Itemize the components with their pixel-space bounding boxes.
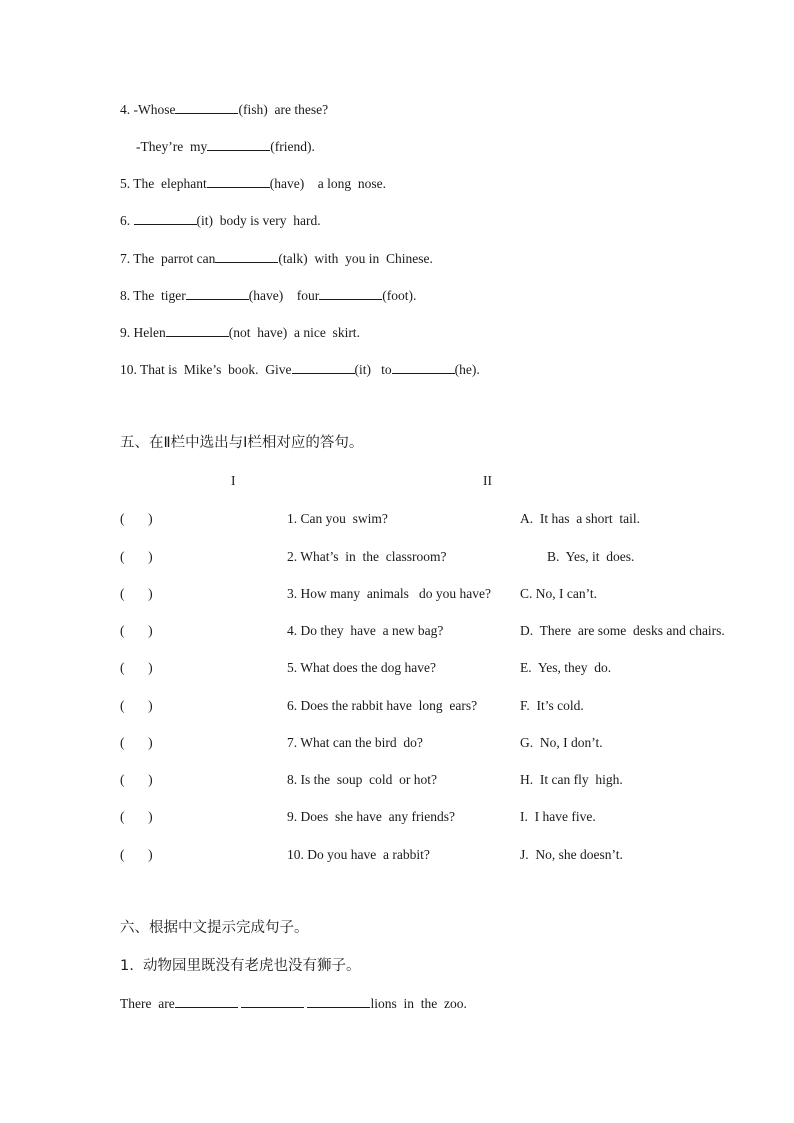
question-text: 8. Is the soup cold or hot?: [287, 772, 437, 787]
answer-option: A. It has a short tail.: [520, 511, 640, 526]
exercise-item-7: 7. The parrot can (talk) with you in Chinese.: [120, 251, 433, 266]
answer-parentheses[interactable]: ( ): [120, 735, 153, 750]
matching-row: [120, 846, 720, 864]
matching-row: [120, 510, 720, 528]
exercise-item-4-answer: -They’re my (friend).: [136, 139, 315, 154]
answer-option: J. No, she doesn’t.: [520, 847, 623, 862]
answer-parentheses[interactable]: ( ): [120, 660, 153, 675]
question-text: 10. Do you have a rabbit?: [287, 847, 430, 862]
question-text: 5. What does the dog have?: [287, 660, 436, 675]
answer-blank[interactable]: [134, 212, 197, 225]
question-text: 3. How many animals do you have?: [287, 586, 491, 601]
exercise-item-1-sentence: There are lions in the zoo.: [120, 996, 467, 1011]
column-heading-i: I: [231, 473, 236, 488]
answer-option: B. Yes, it does.: [547, 549, 635, 564]
question-text: 1. Can you swim?: [287, 511, 388, 526]
answer-option: E. Yes, they do.: [520, 660, 612, 675]
exercise-item-1-chinese: 1. 动物园里既没有老虎也没有狮子。: [120, 958, 361, 974]
matching-row: [120, 585, 720, 603]
answer-option: H. It can fly high.: [520, 772, 623, 787]
question-text: 9. Does she have any friends?: [287, 809, 455, 824]
answer-blank[interactable]: [215, 250, 278, 263]
answer-option: C. No, I can’t.: [520, 586, 597, 601]
exercise-item-8: 8. The tiger (have) four (foot).: [120, 288, 417, 303]
matching-row: [120, 548, 720, 566]
answer-option: F. It’s cold.: [520, 698, 584, 713]
matching-row: [120, 622, 725, 640]
exercise-item-9: 9. Helen (not have) a nice skirt.: [120, 325, 360, 340]
answer-blank[interactable]: [186, 287, 249, 300]
answer-blank[interactable]: [207, 138, 270, 151]
answer-blank[interactable]: [175, 995, 238, 1008]
exercise-item-5: 5. The elephant (have) a long nose.: [120, 176, 386, 191]
question-text: 2. What’s in the classroom?: [287, 549, 447, 564]
answer-blank[interactable]: [166, 324, 229, 337]
answer-option: I. I have five.: [520, 809, 596, 824]
answer-blank[interactable]: [292, 361, 355, 374]
question-text: 6. Does the rabbit have long ears?: [287, 698, 478, 713]
answer-parentheses[interactable]: ( ): [120, 698, 153, 713]
matching-row: [120, 771, 720, 789]
column-heading-ii: II: [483, 473, 492, 488]
matching-row: [120, 734, 720, 752]
answer-option: G. No, I don’t.: [520, 735, 603, 750]
answer-parentheses[interactable]: ( ): [120, 549, 153, 564]
answer-option: D. There are some desks and chairs.: [520, 623, 725, 638]
answer-parentheses[interactable]: ( ): [120, 847, 153, 862]
answer-parentheses[interactable]: ( ): [120, 623, 153, 638]
answer-parentheses[interactable]: ( ): [120, 511, 153, 526]
question-text: 4. Do they have a new bag?: [287, 623, 444, 638]
answer-blank[interactable]: [392, 361, 455, 374]
answer-parentheses[interactable]: ( ): [120, 772, 153, 787]
matching-row: [120, 659, 720, 677]
exercise-item-4: 4. -Whose (fish) are these?: [120, 102, 329, 117]
answer-blank[interactable]: [307, 995, 370, 1008]
answer-blank[interactable]: [207, 175, 270, 188]
question-text: 7. What can the bird do?: [287, 735, 423, 750]
matching-row: [120, 808, 720, 826]
answer-parentheses[interactable]: ( ): [120, 586, 153, 601]
answer-blank[interactable]: [175, 101, 238, 114]
matching-row: [120, 697, 720, 715]
section-5-title: 五、在Ⅱ栏中选出与Ⅰ栏相对应的答句。: [120, 435, 364, 451]
exercise-item-6: 6. (it) body is very hard.: [120, 213, 321, 228]
exercise-item-10: 10. That is Mike’s book. Give (it) to (he).: [120, 362, 480, 377]
answer-blank[interactable]: [319, 287, 382, 300]
answer-blank[interactable]: [241, 995, 304, 1008]
answer-parentheses[interactable]: ( ): [120, 809, 153, 824]
section-6-title: 六、根据中文提示完成句子。: [120, 920, 309, 936]
